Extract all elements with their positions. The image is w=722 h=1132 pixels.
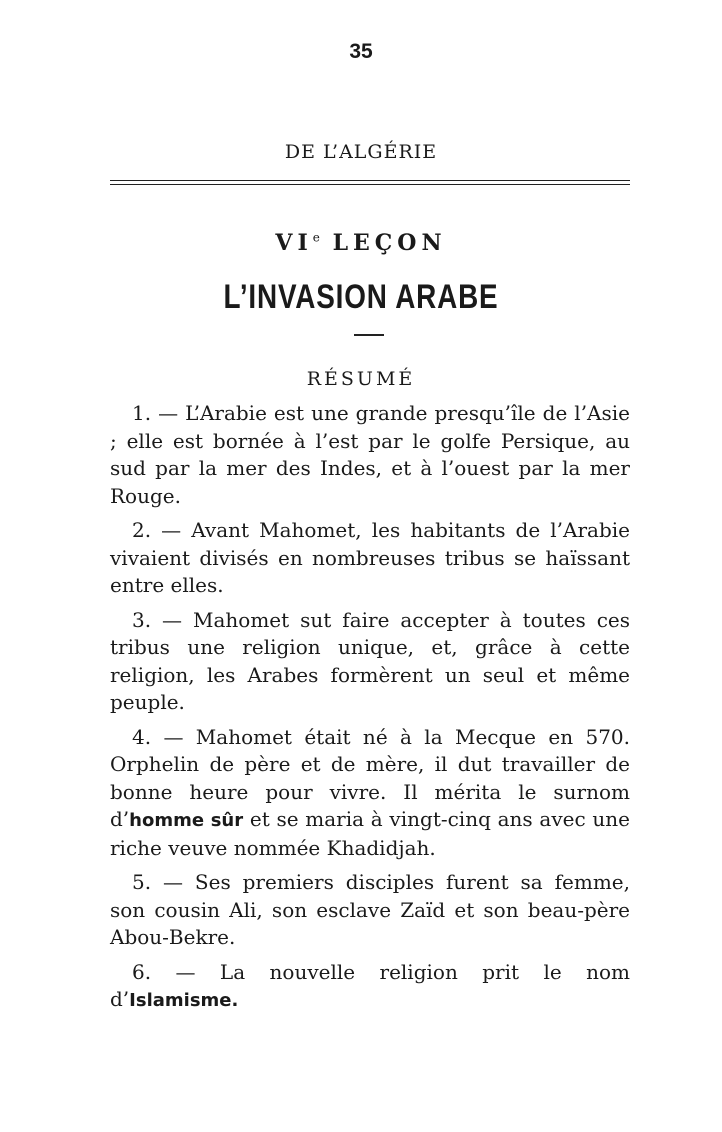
lesson-numeral: VI	[275, 230, 313, 256]
header-rule-top	[110, 180, 630, 181]
header-rule-bottom	[110, 184, 630, 185]
bold-term-homme-sur: homme sûr	[129, 810, 244, 831]
paragraph-1: 1. — L’Arabie est une grande presqu’île de l’Asie ; elle est bornée à l’est par le golfe Persique, au sud par la mer des Indes, et à l’ouest par la mer Rouge.	[110, 401, 630, 508]
lesson-heading	[0, 230, 722, 256]
paragraph-4-end: et se maria à vingt-cinq ans avec une riche veuve nommée Khadidjah.	[110, 807, 631, 860]
page-number: 35	[349, 40, 373, 63]
summary-text	[110, 400, 630, 1022]
title-separator	[354, 334, 384, 336]
bold-term-islamisme: Islamisme.	[129, 990, 239, 1011]
paragraph-6-start: 6. — La nouvelle religion prit le nom d’	[110, 959, 630, 1011]
paragraph-2: 2. — Avant Mahomet, les habitants de l’Arabie vivaient divisés en nombreuses tribus se haïssant entre elles.	[110, 518, 630, 597]
running-head: DE L’ALGÉRIE	[284, 141, 438, 163]
paragraph-5: 5. — Ses premiers disciples furent sa femme, son cousin Ali, son esclave Zaïd et son beau-père Abou-Bekre.	[110, 870, 630, 949]
summary-heading: RÉSUMÉ	[306, 368, 416, 390]
lesson-suffix: e	[312, 230, 320, 245]
lesson-word: LEÇON	[332, 230, 447, 256]
chapter-title: L’INVASION ARABE	[223, 278, 499, 316]
paragraph-4	[110, 724, 630, 863]
paragraph-3: 3. — Mahomet sut faire accepter à toutes ces tribus une religion unique, et, grâce à cette religion, les Arabes formèrent un seul et même peuple.	[110, 607, 630, 714]
paragraph-6	[110, 959, 630, 1015]
paragraph-4-start: 4. — Mahomet était né à la Mecque en 570. Orphelin de père et de mère, il dut travailler de bonne heure pour vivre. Il mérita le surnom d’	[110, 724, 630, 831]
